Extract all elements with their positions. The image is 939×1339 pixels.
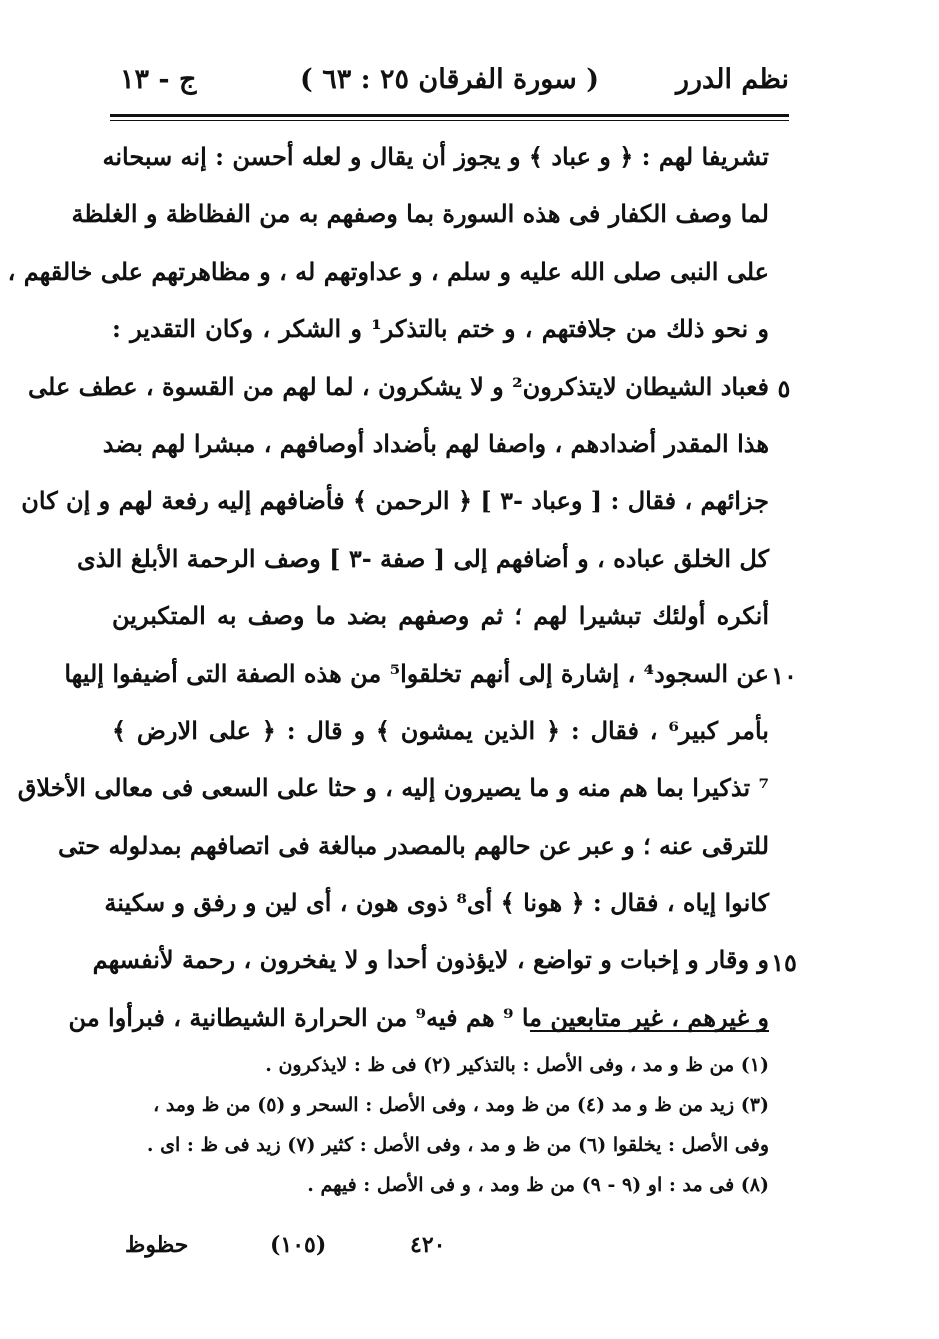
text-line: و وقار و إخبات و تواضع ، لايؤذون أحدا و لا يفخرون ، رحمة لأنفسهم [92, 945, 769, 975]
sura-reference: ( سورة الفرقان ٢٥ : ٦٣ ) [300, 64, 599, 95]
text-line: جزائهم ، فقال : [ وعباد -٣ ] ﴿ الرحمن ﴾ فأضافهم إليه رفعة لهم و إن كان [21, 486, 769, 516]
volume-label: ج - ١٣ [120, 64, 197, 95]
header-rule-thick [110, 114, 789, 117]
folio-number: (١٠٥) [270, 1232, 327, 1258]
text-line: على النبى صلى الله عليه و سلم ، و عداوتهم له ، و مظاهرتهم على خالقهم ، [7, 256, 769, 286]
book-title: نظم الدرر [675, 64, 789, 95]
text-line: كل الخلق عباده ، و أضافهم إلى [ صفة -٣ ] وصف الرحمة الأبلغ الذى [76, 543, 769, 573]
text-line: بأمر كبير⁶ ، فقال : ﴿ الذين يمشون ﴾ و قال : ﴿ على الارض ﴾ [112, 715, 769, 745]
text-line: أنكره أولئك تبشيرا لهم ؛ ثم وصفهم بضد ما وصف به المتكبرين [112, 601, 769, 631]
text-line: هذا المقدر أضدادهم ، واصفا لهم بأضداد أوصافهم ، مبشرا لهم بضد [102, 428, 769, 458]
text-line: لما وصف الكفار فى هذه السورة بما وصفهم به من الفظاظة و الغلظة [71, 199, 769, 229]
text-line: كانوا إياه ، فقال : ﴿ هونا ﴾ أى⁸ ذوى هون ، أى لين و رفق و سكينة [104, 888, 769, 918]
text-line: و نحو ذلك من جلافتهم ، و ختم بالتذكر¹ و الشكر ، وكان التقدير : [112, 314, 769, 344]
manuscript-mark: حظوظ [125, 1232, 189, 1258]
footnote-line: وفى الأصل : يخلقوا (٦) من ظ و مد ، وفى الأصل : كثير (٧) زيد فى ظ : اى . [146, 1134, 769, 1156]
text-line: و غيرهم ، غير متابعين ما ⁹ هم فيه⁹ من الحرارة الشيطانية ، فبرأوا من [68, 1002, 769, 1032]
footnotes [112, 1045, 769, 1205]
footnote-rule [530, 1030, 769, 1032]
text-line: فعباد الشيطان لايتذكرون² و لا يشكرون ، لما لهم من القسوة ، عطف على [28, 371, 769, 401]
footnote-line: (٨) فى مد : او (٩ - ٩) من ظ ومد ، و فى الأصل : فيهم . [307, 1174, 769, 1196]
header-rule-thin [110, 120, 789, 121]
page-footer [0, 1232, 939, 1266]
line-number: ١٠ [771, 660, 797, 690]
line-number: ٥ [777, 373, 791, 403]
text-line: ⁷ تذكيرا بما هم منه و ما يصيرون إليه ، و حثا على السعى فى معالى الأخلاق [17, 773, 769, 803]
footnote-line: (١) من ظ و مد ، وفى الأصل : بالتذكير (٢) فى ظ : لايذكرون . [265, 1054, 769, 1076]
running-head [110, 60, 789, 104]
text-line: تشريفا لهم : ﴿ و عباد ﴾ و يجوز أن يقال و لعله أحسن : إنه سبحانه [102, 142, 769, 171]
text-line: عن السجود⁴ ، إشارة إلى أنهم تخلقوا⁵ من هذه الصفة التى أضيفوا إليها [64, 658, 769, 688]
line-number: ١٥ [771, 947, 797, 977]
footnote-line: (٣) زيد من ظ و مد (٤) من ظ ومد ، وفى الأصل : السحر و (٥) من ظ ومد ، [153, 1094, 769, 1116]
text-line: للترقى عنه ؛ و عبر عن حالهم بالمصدر مبالغة فى اتصافهم بمدلوله حتى [58, 830, 769, 860]
main-text [7, 128, 769, 1046]
page-number: ٤٢٠ [410, 1232, 446, 1258]
